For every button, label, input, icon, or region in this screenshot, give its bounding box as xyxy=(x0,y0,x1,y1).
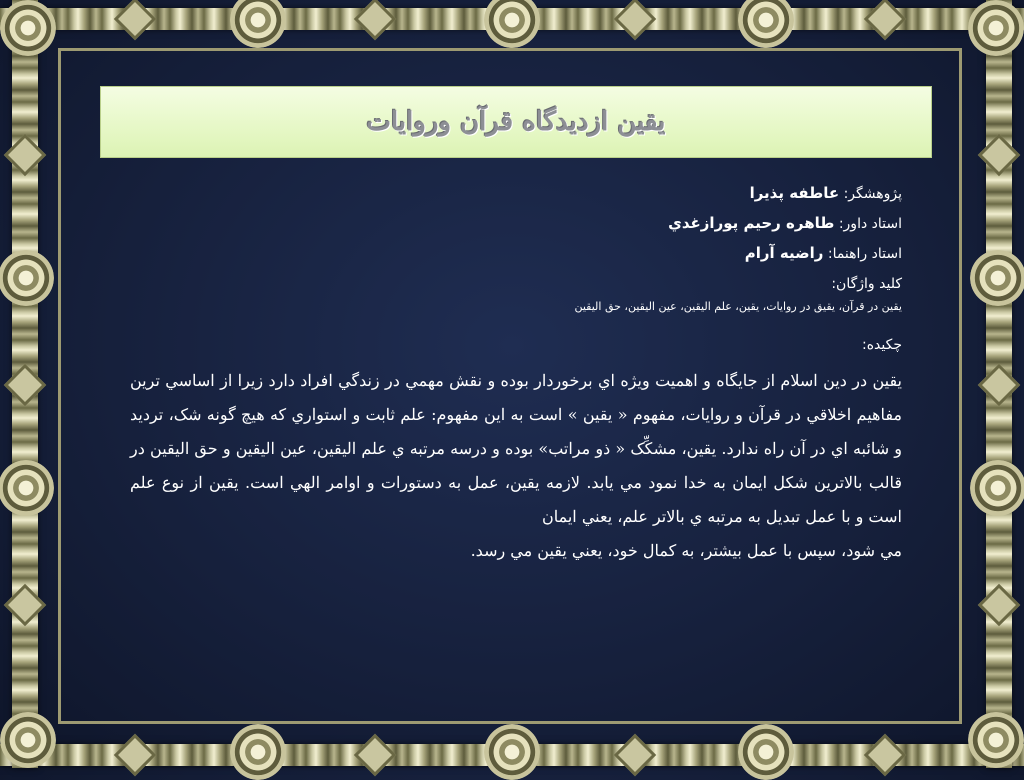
frame-ornament xyxy=(0,250,54,306)
corner-ornament-top-left xyxy=(0,0,56,56)
researcher-name: عاطفه پذيرا xyxy=(749,184,840,202)
frame-ornament xyxy=(978,134,1020,176)
frame-ornament xyxy=(614,0,656,40)
keywords-text: یقین در قرآن، یقیق در روایات، یقین، علم الیقین، عین الیقین، حق الیقین xyxy=(574,300,902,313)
advisor-label: استاد داور: xyxy=(838,216,902,232)
slide-title-box xyxy=(100,86,932,158)
frame-ornament xyxy=(970,460,1024,516)
corner-ornament-bottom-right xyxy=(968,712,1024,768)
advisor-name: طاهره رحيم پورازغدي xyxy=(668,214,835,232)
keywords-label: كليد واژگان: xyxy=(831,276,902,292)
frame-ornament xyxy=(0,460,54,516)
abstract-label: چكيده: xyxy=(861,337,902,353)
supervisor-name: راضيه آرام xyxy=(744,244,824,262)
supervisor-line xyxy=(130,238,902,268)
frame-ornament xyxy=(978,364,1020,406)
frame-ornament xyxy=(484,724,540,780)
advisor-line xyxy=(130,208,902,238)
frame-ornament xyxy=(864,0,906,40)
frame-ornament xyxy=(738,0,794,48)
supervisor-label: استاد راهنما: xyxy=(827,246,902,262)
researcher-label: پژوهشگر: xyxy=(843,186,902,202)
abstract-last-line: مي شود، سپس با عمل بيشتر، به كمال خود، يعني يقين مي رسد. xyxy=(470,541,902,560)
frame-ornament xyxy=(230,0,286,48)
slide-content xyxy=(130,178,902,568)
slide-title: یقین ازدیدگاه قرآن وروایات xyxy=(366,107,666,137)
frame-ornament xyxy=(978,584,1020,626)
frame-ornament xyxy=(4,134,46,176)
corner-ornament-bottom-left xyxy=(0,712,56,768)
researcher-line xyxy=(130,178,902,208)
frame-ornament xyxy=(614,734,656,776)
frame-ornament xyxy=(114,734,156,776)
abstract-body: يقين در دين اسلام از جايگاه و اهميت ويژه اي برخوردار بوده و نقش مهمي در زندگي افراد دارد زيرا از اساسي ترين مفاهيم اخلاقي در قرآن و روايات، مفهوم « يقين » است به اين مفهوم: علم ثابت و استواري كه هيچ گونه شک، ترديد و شائبه اي در آن راه ندارد. يقين، مشكِّک « ذو مراتب» بوده و درسه مرتبه ي علم اليقين، عين اليقين و حق اليقين در قالب بالاترين شكل ايمان به خدا نمود مي يابد. لازمه يقين، عمل به دستورات و اوامر الهي است. يقين از نوع علم است و با عمل تبديل به مرتبه ي بالاتر علم، يعني ايمان xyxy=(130,371,903,526)
frame-ornament xyxy=(230,724,286,780)
frame-ornament xyxy=(4,364,46,406)
frame-ornament xyxy=(864,734,906,776)
frame-ornament xyxy=(484,0,540,48)
frame-ornament xyxy=(354,0,396,40)
frame-ornament xyxy=(114,0,156,40)
frame-ornament xyxy=(970,250,1024,306)
corner-ornament-top-right xyxy=(968,0,1024,56)
frame-ornament xyxy=(4,584,46,626)
frame-ornament xyxy=(738,724,794,780)
frame-ornament xyxy=(354,734,396,776)
